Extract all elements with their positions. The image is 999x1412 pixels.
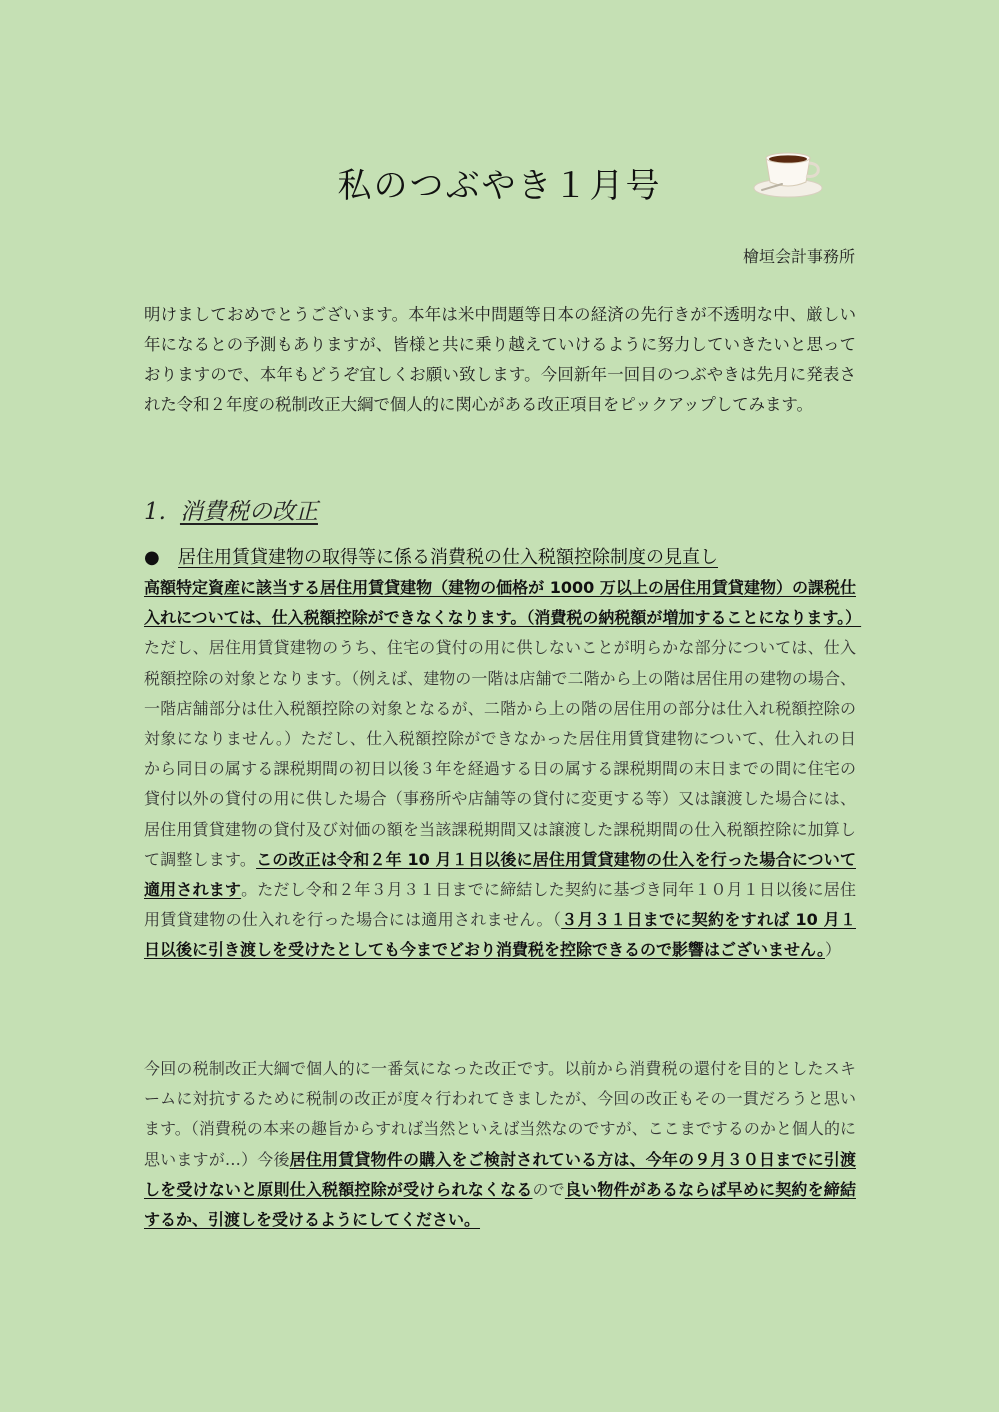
- bullet-heading: [144, 543, 856, 569]
- body-text: ただし、居住用賃貸建物のうち、住宅の貸付の用に供しないことが明らかな部分については、仕入税額控除の対象となります。（例えば、建物の一階は店舗で二階から上の階は居住用の建物の場合、一階店舗部分は仕入税額控除の対象となるが、二階から上の階の居住用の部分は仕入れ税額控除の対象になりません。）ただし、仕入税額控除ができなかった居住用賃貸建物について、仕入れの日から同日の属する課税期間の初日以後３年を経過する日の属する課税期間の末日までの間に住宅の貸付以外の貸付の用に供した場合（事務所や店舗等の貸付に変更する等）又は譲渡した場合には、居住用賃貸建物の貸付及び対価の額を当該課税期間又は譲渡した課税期間の仕入税額控除に加算して調整します。: [144, 638, 856, 869]
- coffee-cup-icon: [752, 148, 824, 200]
- section-heading: [144, 493, 318, 526]
- emphasis-text: ３月３１日までに契約をすれば 10 月１日以後に引き渡しを受けたとしても今までどおり消費税を控除できるので影響はございません。: [144, 910, 856, 960]
- emphasis-text: 居住用賃貸物件の購入をご検討されている方は、今年の９月３０日までに引渡しを受けないと原則仕入税額控除が受けられなくなる: [144, 1149, 856, 1199]
- emphasis-text: 良い物件があるならば早めに契約を締結するか、引渡しを受けるようにしてください。: [144, 1179, 856, 1230]
- body-text: ので: [532, 1179, 565, 1199]
- closing-paragraph: [144, 1054, 856, 1235]
- intro-paragraph: 明けましておめでとうございます。本年は米中問題等日本の経済の先行きが不透明な中、厳しい年になるとの予測もありますが、皆様と共に乗り越えていけるように努力していきたいと思っておりますので、本年もどうぞ宜しくお願い致します。今回新年一回目のつぶやきは先月に発表された令和２年度の税制改正大綱で個人的に関心がある改正項目をピックアップしてみます。: [144, 305, 856, 414]
- bullet-dot: ●: [144, 547, 160, 568]
- body-text: 。ただし令和２年３月３１日までに締結した契約に基づき同年１０月１日以後に居住用賃貸建物の仕入れを行った場合には適用されません。（: [144, 880, 856, 930]
- section-number: 1.: [144, 499, 166, 525]
- section-body-paragraph: [144, 573, 862, 966]
- section-title: 消費税の改正: [179, 499, 318, 525]
- page-title: 私のつぶやき１月号: [337, 166, 662, 206]
- emphasis-text: この改正は令和２年 10 月１日以後に居住用賃貸建物の仕入を行った場合について適用されます: [144, 849, 856, 900]
- body-text: ）: [824, 940, 841, 960]
- body-text: 今回の税制改正大綱で個人的に一番気になった改正です。以前から消費税の還付を目的としたスキームに対抗するために税制の改正が度々行われてきましたが、今回の改正もその一貫だろうと思います。（消費税の本来の趣旨からすれば当然といえば当然なのですが、ここまでするのかと個人的に思いますが…）今後: [144, 1059, 856, 1169]
- emphasis-text: 高額特定資産に該当する居住用賃貸建物（建物の価格が 1000 万以上の居住用賃貸建物）の課税仕入れについては、仕入税額控除ができなくなります。（消費税の納税額が増加することになります。）: [144, 578, 862, 628]
- bullet-title: 居住用賃貸建物の取得等に係る消費税の仕入税額控除制度の見直し: [178, 547, 718, 568]
- author-name: 檜垣会計事務所: [742, 247, 855, 266]
